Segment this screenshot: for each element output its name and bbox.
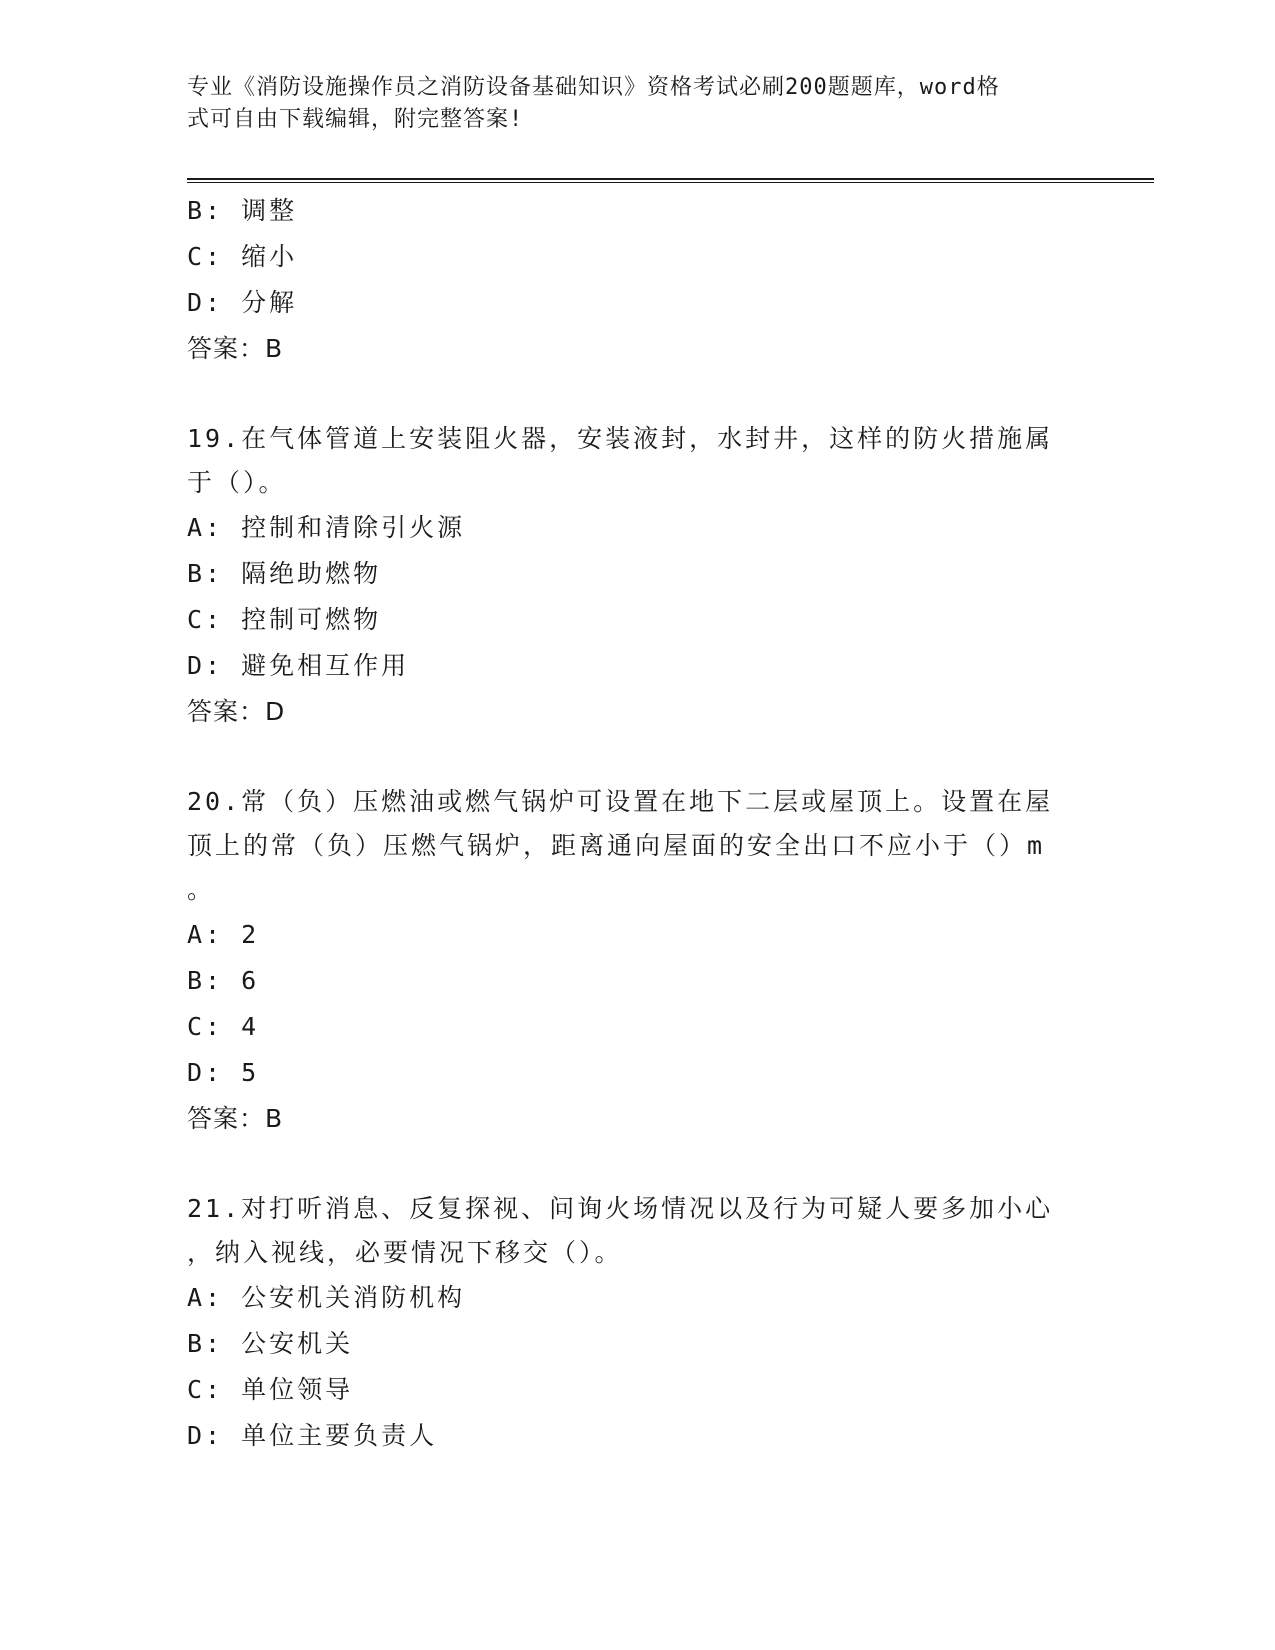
option-a: A: 公安机关消防机构 bbox=[187, 1283, 466, 1312]
option-c: C: 控制可燃物 bbox=[187, 605, 382, 634]
spacer bbox=[187, 372, 1087, 417]
spacer bbox=[187, 735, 1087, 780]
option-c: C: 缩小 bbox=[187, 242, 298, 271]
question-18-tail bbox=[187, 188, 1087, 372]
answer-line: 答案：B bbox=[187, 1104, 284, 1133]
option-d: D: 5 bbox=[187, 1058, 260, 1087]
question-text-line: 21.对打听消息、反复探视、问询火场情况以及行为可疑人要多加小心 bbox=[187, 1194, 1054, 1223]
option-c: C: 4 bbox=[187, 1012, 260, 1041]
question-20 bbox=[187, 780, 1087, 1142]
option-d: D: 单位主要负责人 bbox=[187, 1421, 438, 1450]
question-content bbox=[187, 188, 1087, 1459]
option-c: C: 单位领导 bbox=[187, 1375, 354, 1404]
header-line-2: 式可自由下载编辑，附完整答案! bbox=[187, 107, 524, 132]
question-text-line: 。 bbox=[187, 875, 216, 904]
option-b: B: 公安机关 bbox=[187, 1329, 354, 1358]
question-21 bbox=[187, 1187, 1087, 1459]
question-text-line: ，纳入视线，必要情况下移交（）。 bbox=[187, 1238, 623, 1267]
question-text-line: 20.常（负）压燃油或燃气锅炉可设置在地下二层或屋顶上。设置在屋 bbox=[187, 787, 1054, 816]
header-line-1: 专业《消防设施操作员之消防设备基础知识》资格考试必刷200题题库，word格 bbox=[187, 75, 1000, 100]
question-19 bbox=[187, 417, 1087, 735]
answer-line: 答案：B bbox=[187, 334, 284, 363]
option-b: B: 调整 bbox=[187, 196, 298, 225]
question-text-line: 于（）。 bbox=[187, 468, 287, 497]
option-a: A: 2 bbox=[187, 920, 260, 949]
question-text-line: 19.在气体管道上安装阻火器，安装液封，水封井，这样的防火措施属 bbox=[187, 424, 1054, 453]
option-d: D: 分解 bbox=[187, 288, 298, 317]
option-b: B: 6 bbox=[187, 966, 260, 995]
option-d: D: 避免相互作用 bbox=[187, 651, 410, 680]
answer-line: 答案：D bbox=[187, 697, 286, 726]
spacer bbox=[187, 1142, 1087, 1187]
option-a: A: 控制和清除引火源 bbox=[187, 513, 466, 542]
option-b: B: 隔绝助燃物 bbox=[187, 559, 382, 588]
question-text-line: 顶上的常（负）压燃气锅炉，距离通向屋面的安全出口不应小于（）m bbox=[187, 831, 1046, 860]
document-header bbox=[187, 72, 1067, 136]
header-divider bbox=[187, 178, 1154, 183]
